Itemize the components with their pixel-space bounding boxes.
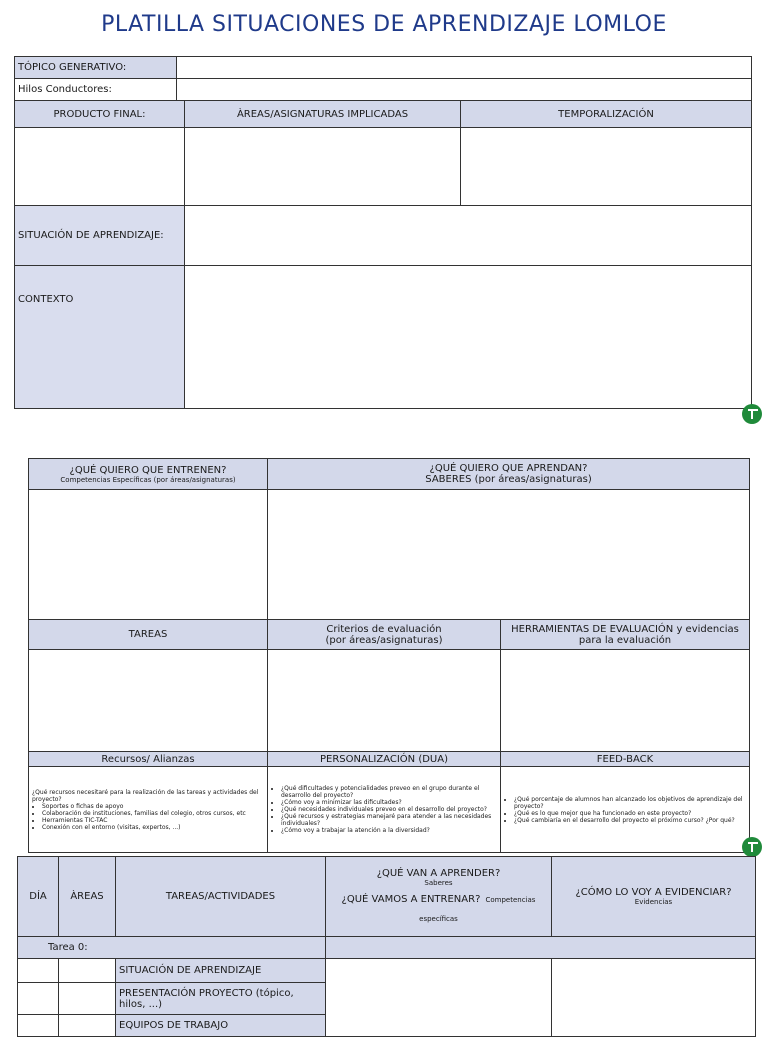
- temporalizacion-field[interactable]: [461, 128, 752, 206]
- areas-field[interactable]: [185, 128, 461, 206]
- hilos-field[interactable]: [177, 79, 752, 101]
- tarea0-field[interactable]: [326, 937, 756, 959]
- list-item: • ¿Qué recursos y estrategias manejaré para atender a las necesidades individuales?: [281, 813, 497, 827]
- areas-header: ÀREAS: [59, 857, 116, 937]
- situacion-field[interactable]: [185, 206, 752, 266]
- areas-header: ÀREAS/ASIGNATURAS IMPLICADAS: [185, 101, 461, 128]
- temporalizacion-header: TEMPORALIZACIÓN: [461, 101, 752, 128]
- areas-cell[interactable]: [59, 1015, 116, 1037]
- vamos-entrenar: ¿QUÉ VAMOS A ENTRENAR?: [341, 894, 481, 905]
- tareas-header: TAREAS: [29, 620, 268, 650]
- entrenen-sub: Competencias Específicas (por áreas/asignaturas): [60, 475, 236, 484]
- list-item: • Colaboración de instituciones, familias del colegio, otros cursos, etc: [42, 810, 264, 817]
- criterios-line2: (por áreas/asignaturas): [325, 634, 443, 646]
- row-presentacion: PRESENTACIÓN PROYECTO (tópico, hilos, ...): [116, 983, 326, 1015]
- list-item: • ¿Qué es lo que mejor que ha funcionado en este proyecto?: [514, 810, 746, 817]
- project-info-table: [14, 56, 752, 409]
- evidenciar-header: [552, 857, 756, 937]
- competencias-table: [28, 458, 750, 853]
- topico-field[interactable]: [177, 57, 752, 79]
- aprendan-field[interactable]: [268, 490, 750, 620]
- aprendan-header: [268, 459, 750, 490]
- criterios-header: [268, 620, 501, 650]
- evidenciar-title: ¿CÓMO LO VOY A EVIDENCIAR?: [575, 887, 732, 898]
- criterios-line1: Criterios de evaluación: [326, 623, 442, 635]
- van-aprender: ¿QUÉ VAN A APRENDER?: [376, 868, 501, 879]
- hilos-label: Hilos Conductores:: [15, 79, 177, 101]
- tareas-actividades-header: TAREAS/ACTIVIDADES: [116, 857, 326, 937]
- aprender-cell[interactable]: [326, 959, 552, 1037]
- producto-field[interactable]: [15, 128, 185, 206]
- add-icon[interactable]: [742, 837, 762, 857]
- evidenciar-cell[interactable]: [552, 959, 756, 1037]
- personalizacion-header: PERSONALIZACIÓN (DUA): [268, 752, 501, 767]
- entrenen-field[interactable]: [29, 490, 268, 620]
- competencias-sub: Competencias específicas: [419, 896, 536, 923]
- feedback-list: [504, 796, 746, 824]
- dia-cell[interactable]: [18, 959, 59, 983]
- tarea0-label: Tarea 0:: [18, 937, 326, 959]
- saberes-sub: Saberes: [424, 879, 453, 887]
- herramientas-header: HERRAMIENTAS DE EVALUACIÓN y evidencias para la evaluación: [501, 620, 750, 650]
- herramientas-field[interactable]: [501, 650, 750, 752]
- areas-cell[interactable]: [59, 983, 116, 1015]
- topico-label: TÓPICO GENERATIVO:: [15, 57, 177, 79]
- feedback-field[interactable]: [501, 767, 750, 853]
- dia-cell[interactable]: [18, 1015, 59, 1037]
- list-item: • ¿Qué dificultades y potencialidades preveo en el grupo durante el desarrollo del proyecto?: [281, 785, 497, 799]
- list-item: • ¿Qué necesidades individuales preveo en el desarrollo del proyecto?: [281, 806, 497, 813]
- situacion-label: SITUACIÓN DE APRENDIZAJE:: [15, 206, 185, 266]
- producto-header: PRODUCTO FINAL:: [15, 101, 185, 128]
- recursos-field[interactable]: [29, 767, 268, 853]
- list-item: • Soportes o fichas de apoyo: [42, 803, 264, 810]
- recursos-intro: ¿Qué recursos necesitaré para la realización de las tareas y actividades del proyecto?: [32, 788, 259, 803]
- contexto-field[interactable]: [185, 266, 752, 409]
- row-equipos: EQUIPOS DE TRABAJO: [116, 1015, 326, 1037]
- contexto-label: CONTEXTO: [15, 266, 185, 409]
- areas-cell[interactable]: [59, 959, 116, 983]
- aprendan-sub: SABERES (por áreas/asignaturas): [425, 474, 592, 485]
- aprender-header: [326, 857, 552, 937]
- dua-field[interactable]: [268, 767, 501, 853]
- dia-cell[interactable]: [18, 983, 59, 1015]
- list-item: • ¿Cómo voy a trabajar la atención a la diversidad?: [281, 827, 497, 834]
- list-item: • ¿Cómo voy a minimizar las dificultades?: [281, 799, 497, 806]
- evidencias-sub: Evidencias: [634, 898, 673, 906]
- list-item: • Conexión con el entorno (visitas, expertos, ...): [42, 824, 264, 831]
- entrenen-header: [29, 459, 268, 490]
- recursos-list: [32, 803, 264, 831]
- list-item: • Herramientas TIC-TAC: [42, 817, 264, 824]
- tareas-field[interactable]: [29, 650, 268, 752]
- row-situacion: SITUACIÓN DE APRENDIZAJE: [116, 959, 326, 983]
- dua-list: [271, 785, 497, 834]
- entrenen-title: ¿QUÉ QUIERO QUE ENTRENEN?: [69, 464, 227, 476]
- feedback-header: FEED-BACK: [501, 752, 750, 767]
- actividades-table: [17, 856, 756, 1037]
- recursos-header: Recursos/ Alianzas: [29, 752, 268, 767]
- page-title: PLATILLA SITUACIONES DE APRENDIZAJE LOMLOE: [101, 12, 667, 37]
- add-icon[interactable]: [742, 404, 762, 424]
- dia-header: DÍA: [18, 857, 59, 937]
- criterios-field[interactable]: [268, 650, 501, 752]
- list-item: • ¿Qué cambiaría en el desarrollo del proyecto el próximo curso? ¿Por qué?: [514, 817, 746, 824]
- list-item: • ¿Qué porcentaje de alumnos han alcanzado los objetivos de aprendizaje del proyecto?: [514, 796, 746, 810]
- aprendan-title: ¿QUÉ QUIERO QUE APRENDAN?: [429, 463, 588, 474]
